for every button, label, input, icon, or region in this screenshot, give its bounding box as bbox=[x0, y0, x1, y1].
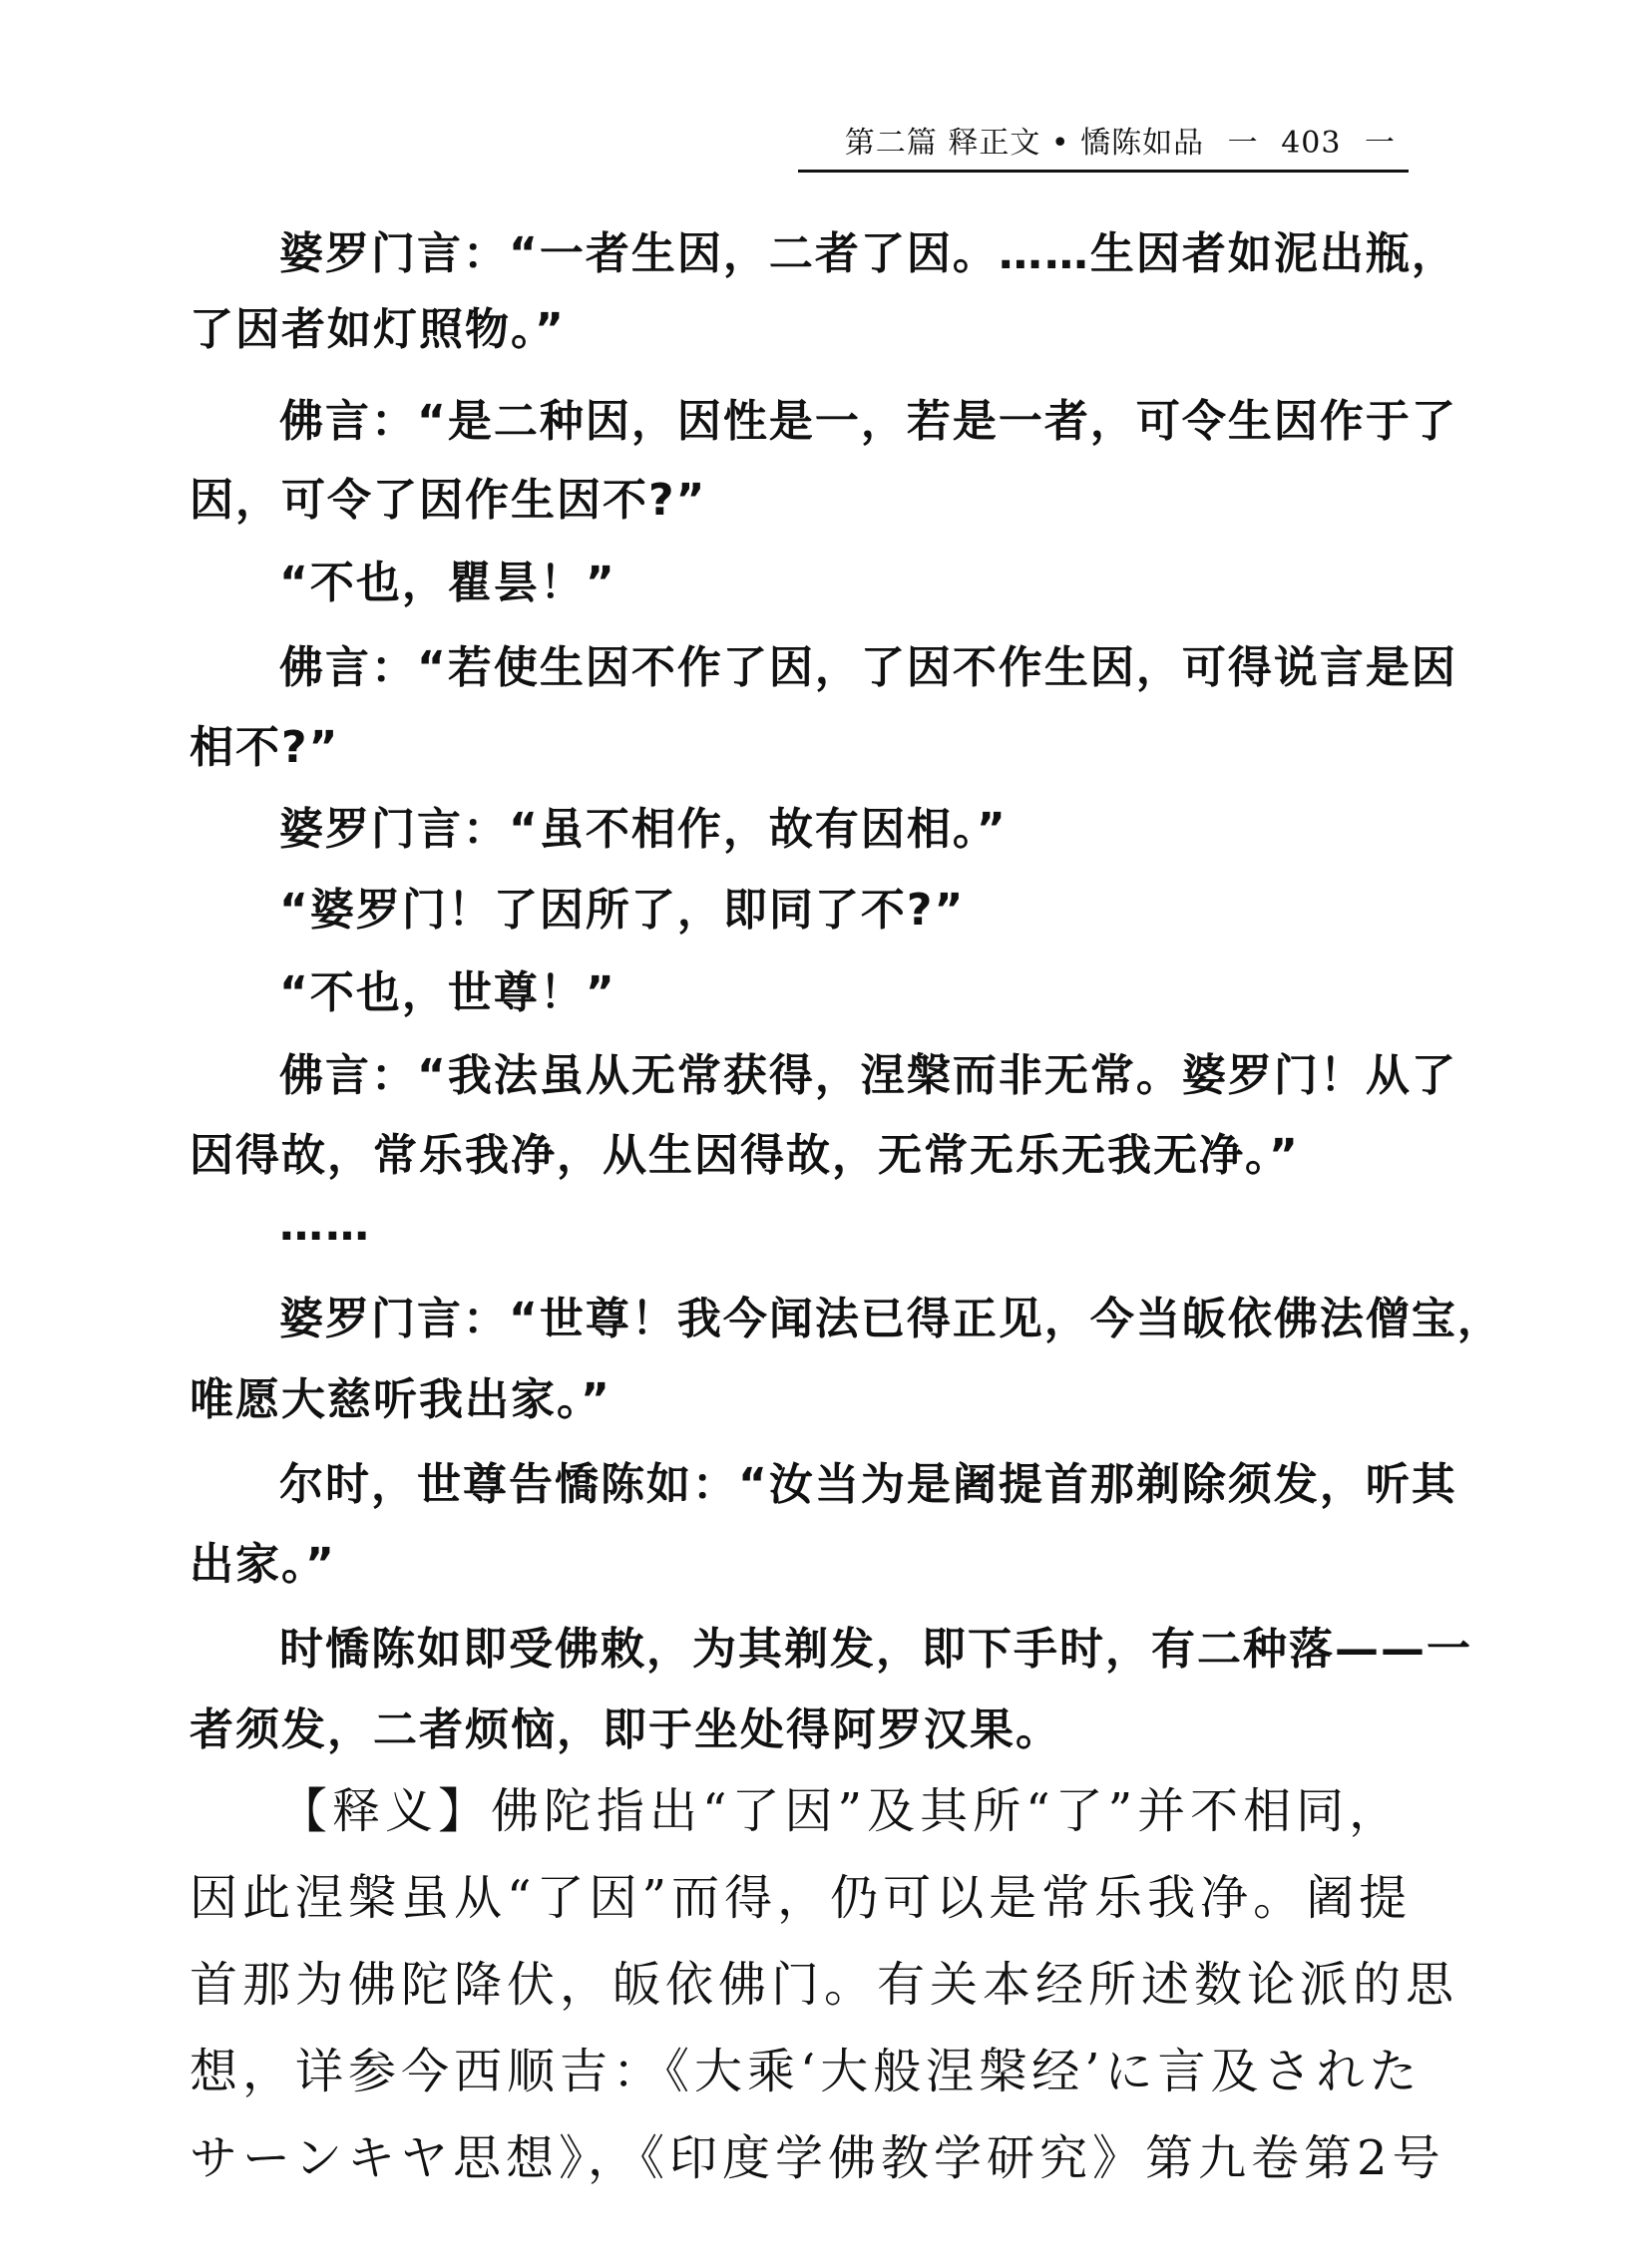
text-line: 出家。” bbox=[190, 1539, 336, 1590]
text-line: 佛言：“我法虽从无常获得，涅槃而非无常。婆罗门！从了 bbox=[279, 1050, 1457, 1101]
text-line: 婆罗门言：“虽不相作，故有因相。” bbox=[279, 804, 1008, 855]
header-dash-right: 一 bbox=[1365, 126, 1395, 161]
text-line: 婆罗门言：“一者生因，二者了因。……生因者如泥出瓶， bbox=[279, 228, 1457, 279]
text-line: …… bbox=[279, 1200, 371, 1251]
text-line: 首那为佛陀降伏，皈依佛门。有关本经所述数论派的思 bbox=[190, 1957, 1459, 2013]
text-line: “不也，瞿昙！” bbox=[279, 558, 616, 608]
text-line: 【释义】佛陀指出“了因”及其所“了”并不相同， bbox=[279, 1783, 1403, 1839]
text-line: 时憍陈如即受佛敕，为其剃发，即下手时，有二种落——一 bbox=[279, 1624, 1472, 1675]
text-line: 佛言：“是二种因，因性是一，若是一者，可令生因作于了 bbox=[279, 396, 1457, 447]
text-line: 想，详参今西顺吉：《大乘‘大般涅槃经’に言及された bbox=[190, 2044, 1423, 2099]
header-dash-left: 一 bbox=[1227, 126, 1258, 161]
text-line: サーンキヤ思想》，《印度学佛教学研究》第九卷第2号 bbox=[190, 2130, 1445, 2186]
text-line: “不也，世尊！” bbox=[279, 967, 616, 1018]
text-line: 佛言：“若使生因不作了因，了因不作生因，可得说言是因 bbox=[279, 642, 1457, 693]
page-number: 403 bbox=[1281, 126, 1342, 161]
text-line: 相不?” bbox=[190, 722, 340, 773]
running-header bbox=[798, 118, 1409, 173]
text-line: 了因者如灯照物。” bbox=[190, 304, 566, 355]
text-line: 尔时，世尊告憍陈如：“汝当为是阇提首那剃除须发，听其 bbox=[279, 1459, 1457, 1510]
header-title: 第二篇 释正文 • 憍陈如品 bbox=[844, 126, 1205, 161]
text-line: 因，可令了因作生因不?” bbox=[190, 475, 707, 526]
text-line: 因此涅槃虽从“了因”而得，仍可以是常乐我净。阇提 bbox=[190, 1870, 1413, 1926]
text-line: 婆罗门言：“世尊！我今闻法已得正见，今当皈依佛法僧宝， bbox=[279, 1294, 1503, 1344]
text-line: 者须发，二者烦恼，即于坐处得阿罗汉果。 bbox=[190, 1704, 1061, 1755]
text-line: “婆罗门！了因所了，即同了不?” bbox=[279, 885, 966, 936]
text-line: 唯愿大慈听我出家。” bbox=[190, 1374, 611, 1425]
text-line: 因得故，常乐我净，从生因得故，无常无乐无我无净。” bbox=[190, 1130, 1300, 1181]
